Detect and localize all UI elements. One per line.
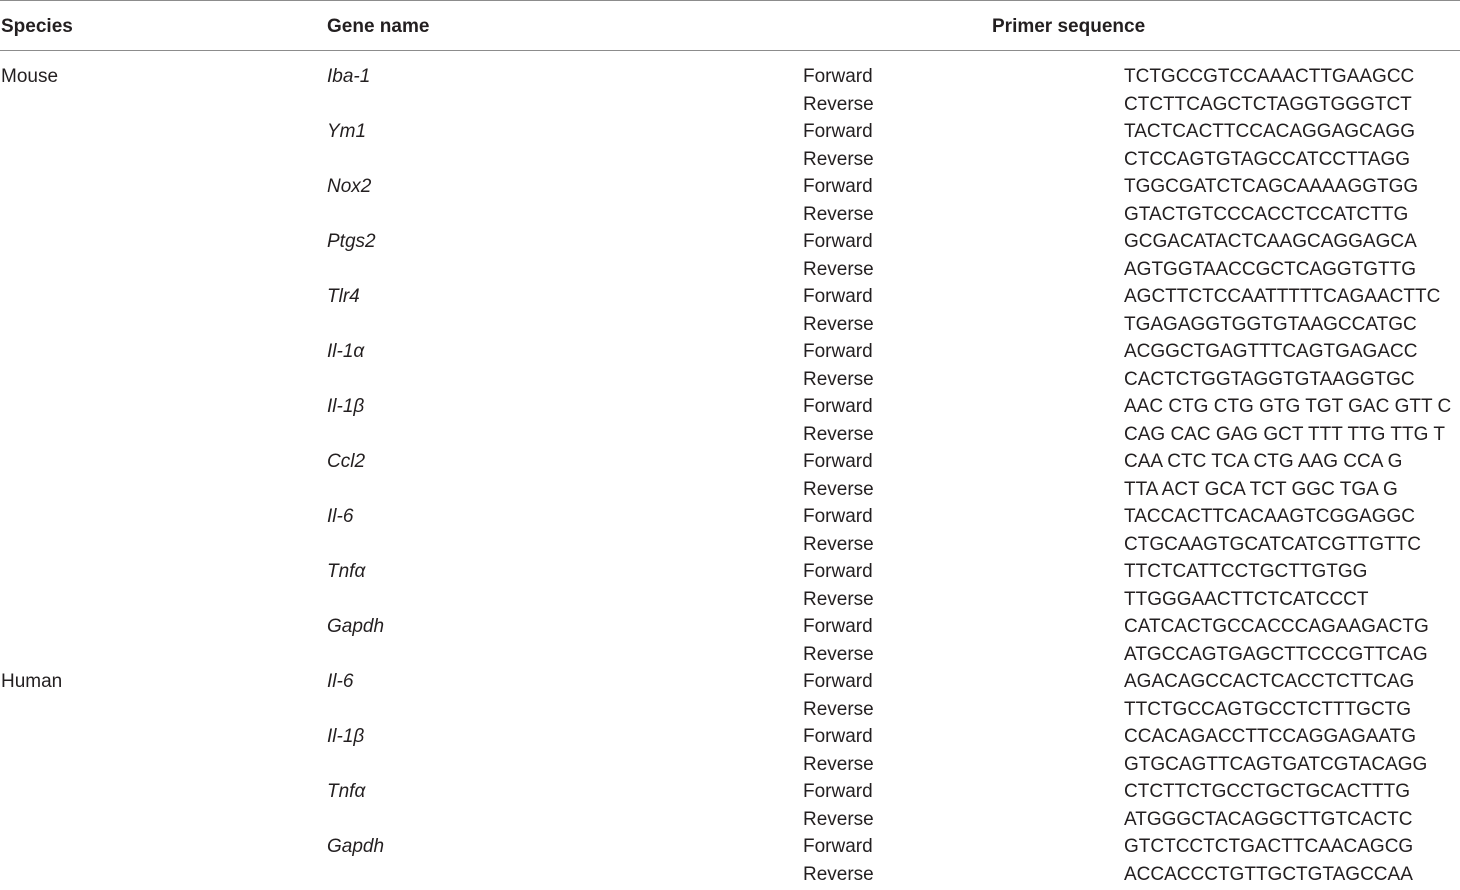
primer-direction-cell: Forward [803, 725, 873, 749]
primer-direction-cell: Reverse [803, 698, 874, 722]
primer-sequence-cell: CACTCTGGTAGGTGTAAGGTGC [1124, 368, 1415, 392]
primer-sequence-cell: GTCTCCTCTGACTTCAACAGCG [1124, 835, 1413, 859]
primer-direction-cell: Reverse [803, 533, 874, 557]
primer-direction-cell: Reverse [803, 313, 874, 337]
table-row [0, 863, 1460, 890]
primer-sequence-cell: CTCTTCTGCCTGCTGCACTTTG [1124, 780, 1410, 804]
table-row [0, 615, 1460, 643]
table-row [0, 478, 1460, 506]
primer-sequence-cell: TTA ACT GCA TCT GGC TGA G [1124, 478, 1398, 502]
table-row [0, 313, 1460, 341]
primer-sequence-cell: CTCCAGTGTAGCCATCCTTAGG [1124, 148, 1410, 172]
table-row [0, 670, 1460, 698]
primer-sequence-cell: TTGGGAACTTCTCATCCCT [1124, 588, 1369, 612]
primer-direction-cell: Forward [803, 615, 873, 639]
primer-direction-cell: Forward [803, 670, 873, 694]
gene-name-cell: Il-6 [327, 505, 353, 529]
table-row [0, 533, 1460, 561]
table-row [0, 93, 1460, 121]
primer-direction-cell: Forward [803, 120, 873, 144]
primer-sequence-cell: TACCACTTCACAAGTCGGAGGC [1124, 505, 1415, 529]
primer-direction-cell: Forward [803, 450, 873, 474]
table-row [0, 65, 1460, 93]
gene-name-cell: Il-6 [327, 670, 353, 694]
primer-direction-cell: Forward [803, 175, 873, 199]
header-gene-name: Gene name [327, 15, 429, 39]
table-row [0, 175, 1460, 203]
table-row [0, 423, 1460, 451]
primer-direction-cell: Reverse [803, 423, 874, 447]
gene-name-cell: Gapdh [327, 835, 384, 859]
primer-direction-cell: Reverse [803, 93, 874, 117]
primer-sequence-cell: CATCACTGCCACCCAGAAGACTG [1124, 615, 1429, 639]
table-row [0, 340, 1460, 368]
gene-name-cell: Ptgs2 [327, 230, 376, 254]
primer-sequence-cell: CTGCAAGTGCATCATCGTTGTTC [1124, 533, 1421, 557]
table-row [0, 835, 1460, 863]
species-cell: Human [1, 670, 62, 694]
table-row [0, 780, 1460, 808]
table-row [0, 725, 1460, 753]
primer-sequence-cell: GCGACATACTCAAGCAGGAGCA [1124, 230, 1417, 254]
primer-direction-cell: Reverse [803, 808, 874, 832]
primer-direction-cell: Reverse [803, 203, 874, 227]
table-row [0, 588, 1460, 616]
primer-direction-cell: Forward [803, 230, 873, 254]
primer-sequence-cell: ATGGGCTACAGGCTTGTCACTC [1124, 808, 1413, 832]
primer-sequence-cell: TGAGAGGTGGTGTAAGCCATGC [1124, 313, 1417, 337]
primer-direction-cell: Reverse [803, 643, 874, 667]
primer-sequence-cell: ATGCCAGTGAGCTTCCCGTTCAG [1124, 643, 1428, 667]
primer-sequence-cell: TACTCACTTCCACAGGAGCAGG [1124, 120, 1415, 144]
primer-sequence-cell: TTCTCATTCCTGCTTGTGG [1124, 560, 1367, 584]
primer-direction-cell: Reverse [803, 368, 874, 392]
primer-sequence-cell: AGTGGTAACCGCTCAGGTGTTG [1124, 258, 1416, 282]
gene-name-cell: Il-1β [327, 395, 364, 419]
primer-sequence-cell: ACGGCTGAGTTTCAGTGAGACC [1124, 340, 1417, 364]
table-row [0, 560, 1460, 588]
gene-name-cell: Tnfα [327, 560, 365, 584]
primer-sequence-cell: GTACTGTCCCACCTCCATCTTG [1124, 203, 1408, 227]
table-row [0, 753, 1460, 781]
table-row [0, 368, 1460, 396]
primer-direction-cell: Reverse [803, 148, 874, 172]
primer-direction-cell: Forward [803, 285, 873, 309]
table-row [0, 808, 1460, 836]
primer-direction-cell: Forward [803, 340, 873, 364]
table-row [0, 203, 1460, 231]
primer-sequence-cell: TCTGCCGTCCAAACTTGAAGCC [1124, 65, 1414, 89]
table-row [0, 505, 1460, 533]
gene-name-cell: Nox2 [327, 175, 371, 199]
table-row [0, 285, 1460, 313]
primer-sequence-cell: TGGCGATCTCAGCAAAAGGTGG [1124, 175, 1418, 199]
table-row [0, 643, 1460, 671]
primer-sequence-cell: AGCTTCTCCAATTTTTCAGAACTTC [1124, 285, 1440, 309]
gene-name-cell: Tnfα [327, 780, 365, 804]
gene-name-cell: Iba-1 [327, 65, 370, 89]
primer-sequence-cell: TTCTGCCAGTGCCTCTTTGCTG [1124, 698, 1411, 722]
gene-name-cell: Il-1α [327, 340, 364, 364]
table-row [0, 148, 1460, 176]
primer-direction-cell: Forward [803, 560, 873, 584]
gene-name-cell: Tlr4 [327, 285, 360, 309]
table-top-rule [0, 0, 1460, 1]
table-row [0, 230, 1460, 258]
table-row [0, 698, 1460, 726]
primer-direction-cell: Reverse [803, 258, 874, 282]
primer-direction-cell: Forward [803, 835, 873, 859]
gene-name-cell: Il-1β [327, 725, 364, 749]
table-row [0, 258, 1460, 286]
gene-name-cell: Ym1 [327, 120, 366, 144]
table-row [0, 395, 1460, 423]
table-row [0, 120, 1460, 148]
primer-direction-cell: Forward [803, 780, 873, 804]
primer-sequence-cell: AGACAGCCACTCACCTCTTCAG [1124, 670, 1414, 694]
species-cell: Mouse [1, 65, 58, 89]
primer-sequence-cell: AAC CTG CTG GTG TGT GAC GTT C [1124, 395, 1451, 419]
header-species: Species [1, 15, 73, 39]
primer-direction-cell: Forward [803, 395, 873, 419]
primer-sequence-cell: CAA CTC TCA CTG AAG CCA G [1124, 450, 1402, 474]
table-row [0, 450, 1460, 478]
primer-sequence-cell: GTGCAGTTCAGTGATCGTACAGG [1124, 753, 1427, 777]
primer-direction-cell: Reverse [803, 478, 874, 502]
primer-sequence-cell: CCACAGACCTTCCAGGAGAATG [1124, 725, 1416, 749]
primer-direction-cell: Reverse [803, 588, 874, 612]
primer-sequence-cell: CTCTTCAGCTCTAGGTGGGTCT [1124, 93, 1412, 117]
primer-direction-cell: Reverse [803, 863, 874, 887]
header-bottom-rule [0, 50, 1460, 51]
primer-sequence-cell: CAG CAC GAG GCT TTT TTG TTG T [1124, 423, 1445, 447]
gene-name-cell: Ccl2 [327, 450, 365, 474]
gene-name-cell: Gapdh [327, 615, 384, 639]
header-primer-sequence: Primer sequence [992, 15, 1145, 39]
primer-direction-cell: Forward [803, 505, 873, 529]
primer-sequence-cell: ACCACCCTGTTGCTGTAGCCAA [1124, 863, 1413, 887]
primer-direction-cell: Reverse [803, 753, 874, 777]
primer-direction-cell: Forward [803, 65, 873, 89]
